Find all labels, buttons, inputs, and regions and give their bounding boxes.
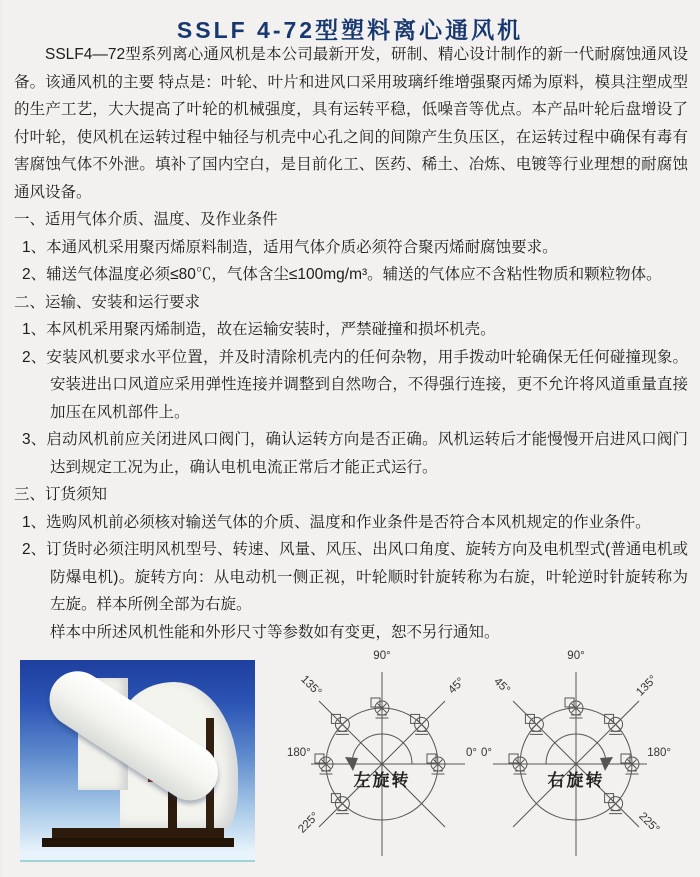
disclaimer-note: 样本中所述风机性能和外形尺寸等参数如有变更，恕不另行通知。 <box>50 623 500 641</box>
fan-icon <box>525 714 543 734</box>
list-item: 2、安装风机要求水平位置，并及时清除机壳内的任何杂物，用手拨动叶轮确保无任何碰撞现象。安装进出口风道应采用弹性连接并调整到自然吻合，不得强行连接，更不允许将风道重量直接加压在风机部件上。 <box>22 348 688 421</box>
page-title: SSLF 4-72型塑料离心通风机 <box>176 17 524 43</box>
fan-icon <box>331 714 349 734</box>
list-item: 1、本通风机采用聚丙烯原料制造，适用气体介质必须符合聚丙烯耐腐蚀要求。 <box>22 238 558 256</box>
angle-label-135: 135° <box>634 673 660 699</box>
angle-label-225: 225° <box>636 810 662 836</box>
angle-label-180: 180° <box>287 747 311 759</box>
document-body <box>14 41 688 646</box>
section-heading: 一、适用气体介质、温度、及作业条件 <box>14 211 278 228</box>
angle-label-135: 135° <box>298 673 324 699</box>
fan-product-photo <box>20 660 255 862</box>
list-item: 2、订货时必须注明风机型号、转速、风量、风压、出风口角度、旋转方向及电机型式(普通电机或防爆电机)。旋转方向：从电动机一侧正视，叶轮顺时针旋转称为右旋，叶轮逆时针旋转称为左旋。样本所例全部为右旋。 <box>22 541 688 613</box>
section-gas-conditions <box>14 206 688 289</box>
list-item: 1、选购风机前必须核对输送气体的介质、温度和作业条件是否符合本风机规定的作业条件。 <box>22 513 651 531</box>
section-heading: 二、运输、安装和运行要求 <box>14 293 201 311</box>
intro-paragraph: SSLF4—72型系列离心通风机是本公司最新开发，研制、精心设计制作的新一代耐腐蚀通风设备。该通风机的主要 特点是：叶轮、叶片和进风口采用玻璃纤维增强聚丙烯为原料，模具注塑成型的生产工艺，大大提高了叶轮的机械强度，具有运转平稳，低噪音等优点。本产品叶轮后盘增设了付叶轮，使风机在运转过程中轴径与机壳中心孔之间的间隙产生负压区，在运转过程中确保有毒有害腐蚀气体不外泄。填补了国内空白，是目前化工、医药、稀土、冶炼、电镀等行业理想的耐腐蚀通风设备。 <box>14 46 688 201</box>
angle-label-225: 225° <box>296 810 322 836</box>
rotation-diagram-left <box>287 650 477 875</box>
fan-icon <box>331 794 349 814</box>
rotation-direction-label: 右旋转 <box>547 771 605 790</box>
list-item: 1、本风机采用聚丙烯制造，故在运输安装时，严禁碰撞和损坏机壳。 <box>22 321 496 338</box>
section-heading: 三、订货须知 <box>14 486 108 503</box>
angle-label-0: 0° <box>466 747 477 759</box>
list-item: 2、辅送气体温度必须≤80℃，气体含尘≤100mg/m³。辅送的气体应不含粘性物质和颗粒物体。 <box>22 266 662 283</box>
angle-label-45: 45° <box>445 675 467 697</box>
angle-label-0: 0° <box>481 747 492 759</box>
fan-base-plate <box>42 838 234 847</box>
section-ordering <box>14 481 688 646</box>
angle-label-45: 45° <box>491 675 513 697</box>
list-item: 3、启动风机前应关闭进风口阀门，确认运转方向是否正确。风机运转后才能慢慢开启进风口阀门达到规定工况为止，确认电机电流正常后才能正式运行。 <box>22 431 688 476</box>
fan-stand-base <box>52 828 224 838</box>
angle-label-90: 90° <box>567 650 585 662</box>
rotation-direction-label: 左旋转 <box>353 771 411 790</box>
angle-label-90: 90° <box>373 650 391 662</box>
angle-label-180: 180° <box>647 747 671 759</box>
rotation-diagram-right <box>481 650 671 875</box>
section-transport-install <box>14 289 688 482</box>
